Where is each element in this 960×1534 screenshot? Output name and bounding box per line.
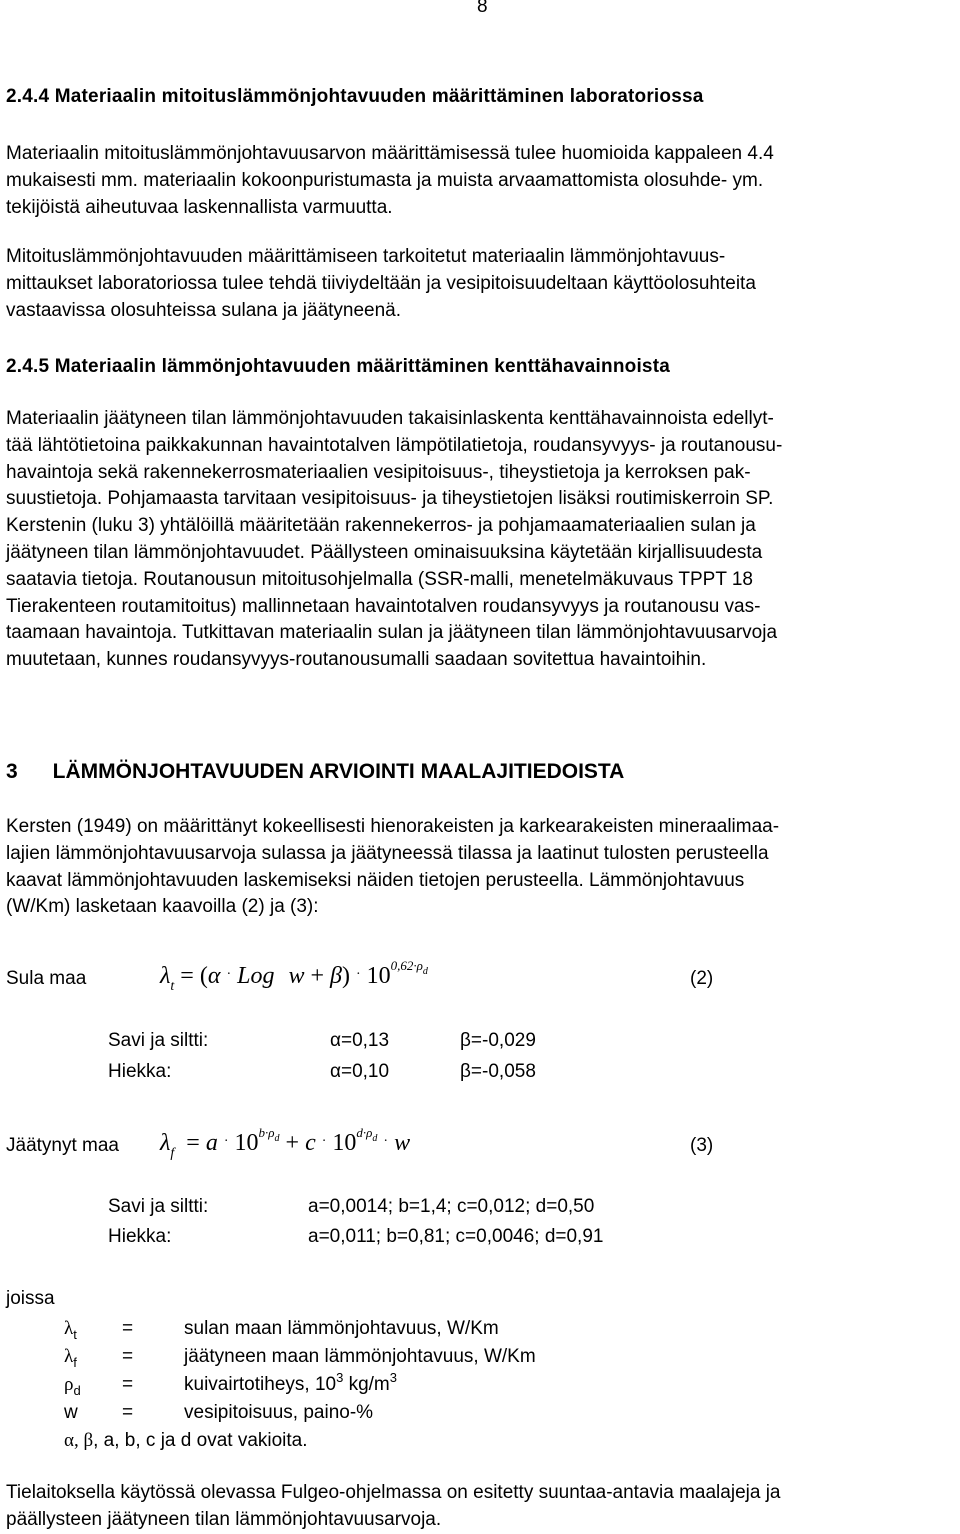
w-symbol: w [394,1130,411,1156]
def-lambda-f-text: jäätyneen maan lämmönjohtavuus, W/Km [184,1346,536,1367]
text-line: tekijöistä aiheutuvaa laskennallista varmuutta. [6,196,393,218]
section-2-4-4-paragraph-1 [6,141,956,221]
lambda-symbol: λ [160,963,171,989]
text-line: (W/Km) lasketaan kaavoilla (2) ja (3): [6,896,319,918]
text-line: suustietoja. Pohjamaasta tarvitaan vesipitoisuus- ja tiheystietojen lisäksi routimiskerroin SP. [6,488,774,510]
equation-2-label: Sula maa [6,968,87,989]
exponent-1-subscript: d [274,1133,280,1144]
ten-base-1: 10 [234,1130,259,1156]
chapter-3-paragraph [6,814,956,921]
text-line: saatavia tietoja. Routanousun mitoitusohjelmalla (SSR-malli, menetelmäkuvaus TPPT 18 [6,568,753,590]
log-text: Log [237,963,275,989]
ten-base-2: 10 [332,1130,357,1156]
eq3-row-2-values: a=0,011; b=0,81; c=0,0046; d=0,91 [308,1226,604,1247]
where-label: joissa [6,1288,55,1309]
close-paren: ) [341,963,350,989]
text-line: lajien lämmönjohtavuusarvoja sulassa ja jäätyneessä tilassa ja laatinut tulosten perusteella [6,842,769,864]
def-eq: = [122,1402,134,1423]
equation-2: $\lambda_t = (\alpha$ · Log w + β) · $10^{0,62\cdot\rho d}$ [160,958,428,994]
text-line: taamaan havaintoja. Tutkittavan materiaalin sulan ja jäätyneen tilan lämmönjohtavuusarvoja [6,622,778,644]
eq2-row-1-name: Savi ja siltti: [108,1030,209,1051]
a-symbol: a [205,1130,218,1156]
def-w-symbol: w [64,1402,78,1423]
constants-note: α, β, a, b, c ja d ovat vakioita. [64,1430,308,1451]
eq2-row-2-beta: β=-0,058 [460,1061,536,1082]
lambda-subscript: f [170,1146,175,1161]
equation-3: $\lambda_f = a$ · $10^{b\cdot\rho d} + c$ · $10^{d\cdot\rho d}$ · w [160,1125,411,1161]
lambda-subscript: t [170,979,175,994]
text-line: kaavat lämmönjohtavuuden laskemiseksi näiden tietojen perusteella. Lämmönjohtavuus [6,869,745,891]
section-2-4-5-heading: 2.4.5 Materiaalin lämmönjohtavuuden määrittäminen kenttähavainnoista [6,356,670,377]
ten-base: 10 [366,963,391,989]
eq2-row-2-name: Hiekka: [108,1061,172,1082]
def-eq: = [122,1318,134,1339]
plus-sign: + [285,1130,300,1156]
text-line: havaintoja sekä rakennekerrosmateriaalien vesipitoisuus-, tiheystietoja ja kerroksen pak- [6,461,751,483]
c-symbol: c [305,1130,316,1156]
text-line: Kersten (1949) on määrittänyt kokeellisesti hienorakeisten ja karkearakeisten mineraalimaa- [6,816,780,837]
lambda-symbol: λ [160,1130,171,1156]
eq2-row-1-alpha: α=0,13 [330,1030,390,1051]
text-line: tää lähtötietoina paikkakunnan havaintotalven lämpötilatietoja, roudansyvyys- ja routanousu- [6,434,783,456]
text-line: mukaisesti mm. materiaalin kokoonpuristumasta ja muista arvaamattomista olosuhde- ym. [6,169,764,191]
def-eq: = [122,1346,134,1367]
eq3-row-2-name: Hiekka: [108,1226,172,1247]
text-line: mittaukset laboratoriossa tulee tehdä tiiviydeltään ja vesipitoisuudeltaan käyttöolosuhteita [6,272,756,294]
w-symbol: w [288,963,305,989]
eq2-row-1-beta: β=-0,029 [460,1030,536,1051]
text-line: muutetaan, kunnes roudansyvyys-routanousumalli saadaan sovitettua havaintoihin. [6,649,707,671]
equals-open-paren: = ( [180,963,208,989]
def-lambda-f-symbol: $\lambda_f$ [64,1346,77,1370]
exponent-2: d·ρ [356,1125,373,1140]
text-line: Materiaalin jäätyneen tilan lämmönjohtavuuden takaisinlaskenta kenttähavainnoista edellyt- [6,408,774,429]
exponent-1: b·ρ [258,1125,275,1140]
eq2-row-2-alpha: α=0,10 [330,1061,390,1082]
equation-3-label: Jäätynyt maa [6,1135,119,1156]
def-lambda-t-text: sulan maan lämmönjohtavuus, W/Km [184,1318,499,1339]
text-line: Kerstenin (luku 3) yhtälöillä määritetään rakennekerros- ja pohjamaamateriaalien sulan ja [6,515,756,537]
def-lambda-t-symbol: $\lambda_t$ [64,1318,77,1342]
def-rho-d-symbol: $\rho_d$ [64,1374,81,1398]
text-line: Tielaitoksella käytössä olevassa Fulgeo-ohjelmassa on esitetty suuntaa-antavia maalajeja ja [6,1482,781,1503]
equation-3-number: (3) [690,1135,714,1156]
text-line: Mitoituslämmönjohtavuuden määrittämiseen tarkoitetut materiaalin lämmönjohtavuus- [6,246,726,267]
exponent: 0,62·ρ [390,958,423,973]
def-w-text: vesipitoisuus, paino-% [184,1402,374,1423]
section-2-4-4-paragraph-2 [6,244,956,324]
closing-paragraph [6,1480,956,1534]
def-rho-d-text: kuivairtotiheys, $10^3$ $kg/m^3$ [184,1370,397,1395]
eq3-row-1-name: Savi ja siltti: [108,1196,209,1217]
beta-symbol: β [330,963,342,989]
text-line: vastaavissa olosuhteissa sulana ja jäätyneenä. [6,299,402,321]
section-2-4-4-heading: 2.4.4 Materiaalin mitoituslämmönjohtavuuden määrittäminen laboratoriossa [6,86,704,107]
text-line: jäätyneen tilan lämmönjohtavuudet. Päällysteen ominaisuuksina käytetään kirjallisuudesta [6,541,763,563]
text-line: päällysteen jäätyneen tilan lämmönjohtavuusarvoja. [6,1508,442,1530]
exponent-2-subscript: d [372,1133,378,1144]
exponent-subscript: d [422,966,428,977]
text-line: Tierakenteen routamitoitus) mallinnetaan havaintotalven roudansyvyys ja routanousu vas- [6,595,761,617]
equation-2-number: (2) [690,968,714,989]
section-2-4-5-paragraph [6,406,956,674]
equals-sign: = [186,1130,200,1156]
text-line: Materiaalin mitoituslämmönjohtavuusarvon määrittämisessä tulee huomioida kappaleen 4.4 [6,143,774,164]
alpha-symbol: α [207,963,221,989]
eq3-row-1-values: a=0,0014; b=1,4; c=0,012; d=0,50 [308,1196,595,1217]
plus-sign: + [310,963,325,989]
page-number: 8 [477,0,488,17]
chapter-3-heading: 3 LÄMMÖNJOHTAVUUDEN ARVIOINTI MAALAJITIEDOISTA [6,760,625,783]
def-eq: = [122,1374,134,1395]
